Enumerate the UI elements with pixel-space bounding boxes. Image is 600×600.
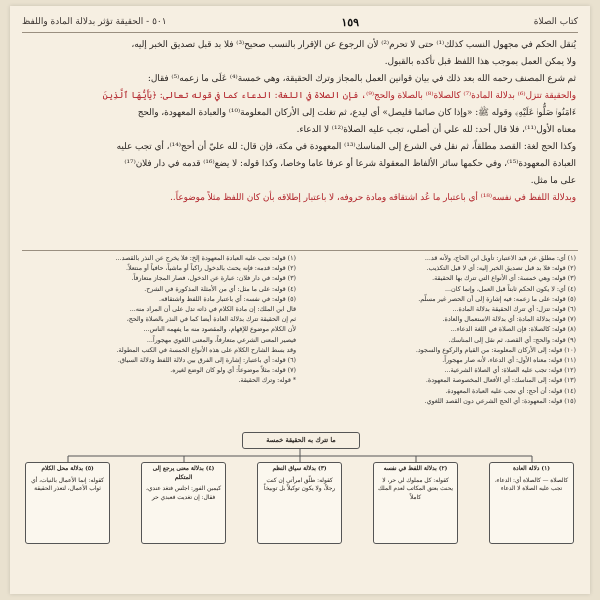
footnote: (٧) قوله: مثلاً موضوعاً: أي ولو كان الوضع لغيره. (170, 367, 296, 375)
footnote: (٦) قوله: أي باعتبار: إشارة إلى الفرق بين دلالة اللفظ ودلالة السياق. (117, 357, 296, 365)
classification-diagram (24, 432, 576, 588)
footnote: (٥) قوله: على ما زعمه: فيه إشارة إلى أن الحصر غير مسلّم. (418, 295, 576, 303)
diagram-root: ما تترك به الحقيقة خمسة (242, 432, 360, 449)
footnote: (١) أي: مطلق عن قيد الاعتبار: تأويل ابن الحاج، ولأنه قد... (424, 255, 576, 262)
footnote: (٥) قوله: في نفسه: أي باعتبار مادة اللفظ واشتقاقه. (159, 295, 296, 303)
leaf-text: كيمين الفور: اجلس فتغد عندي، فقال: إن تغديت فعبدي حر (146, 486, 221, 501)
main-line: على ما مثل. (530, 176, 576, 186)
footnote: (٤) أي: لا يكون الحكم ثابتاً قبل العمل، وإنما كان... (445, 285, 576, 293)
footnote: (١١) قوله: معناه الأول: أي الدعاء، لأنه صار مهجوراً. (442, 357, 576, 365)
main-line: والحقيقة تتزل⁽⁶⁾ بدلالة المادة⁽⁷⁾ كالصلاة⁽⁸⁾ بالصلاة والحج⁽⁹⁾، فإن الصلاة في اللغة: الدعاء كما في قوله تعالى: ﴿يَأَيُّهَا ٱلَّذِينَ (102, 91, 576, 101)
footnotes-column-right (304, 254, 576, 426)
main-line: معناه الأول⁽¹¹⁾، فلا قال أحد: لله علي أن أصلي، تجب عليه الصلاة⁽¹²⁾ لا الدعاء. (296, 125, 576, 135)
diagram-leaf (373, 462, 458, 544)
footnote: (٨) قوله: كالصلاة: فإن الصلاة في اللغة الدعاء... (450, 326, 576, 334)
footnotes (24, 254, 576, 426)
header-divider (22, 32, 578, 33)
book-page (10, 6, 590, 594)
footnote: (٧) قوله: بدلالة المادة: أي بدلالة الاستعمال والعادة. (442, 316, 576, 324)
footnote: (١٢) قوله: تجب عليه الصلاة: أي الصلاة الشرعية... (444, 367, 576, 375)
leaf-text: كقوله: إنما الأعمال بالنيات، أي ثواب الأعمال، لتعذر الحقيقة (31, 477, 104, 492)
main-text (24, 38, 576, 208)
diagram-leaf (489, 462, 574, 544)
footnote: (٢) قوله: فلا بد قبل تصديق الخبر إليه: أي لا قبل التكذيب. (426, 265, 576, 273)
leaf-text: كالصلاة — كالصلاة أي: الدعاء، تجب عليه الصلاة لا الدعاء (494, 477, 569, 492)
main-line: العبادة المعهودة⁽¹⁵⁾، وفي حكمها سائر الألفاظ المعقولة شرعا أو عرفا عاما وخاصا، وكذا قوله: لا يضع⁽¹⁶⁾ قدمه في دار فلان⁽¹⁷⁾ (124, 159, 576, 169)
footnote: قال ابن الملك: إن مادة الكلام في ذاته تدل على أن المراد منه... (129, 306, 296, 314)
footnote: (٩) قوله: والحج: أي القصد، ثم نقل إلى المناسك. (448, 336, 576, 344)
footnote: (٣) قوله: في دار فلان: عبارة عن الدخول، فصار المجاز متعارفاً. (131, 275, 296, 283)
footnote: (١٣) قوله: إلى المناسك: أي الأفعال المخصوصة المعهودة. (425, 377, 576, 385)
diagram-leaf (141, 462, 226, 544)
leaf-title: (٥) بدلالة محل الكلام (41, 466, 94, 472)
footnote: لأن الكلام موضوع للإفهام، والمقصود منه ما يفهمه الناس... (143, 326, 296, 334)
footnote: (١٤) قوله: أن أحج: أي تجب عليه العبادة المعهودة. (445, 387, 576, 395)
diagram-leaf (257, 462, 342, 544)
diagram-leaf (25, 462, 110, 544)
footnote: وقد بسط الشارح الكلام على هذه الأنواع الخمسة في الكتب المطولة. (116, 346, 296, 354)
main-line: يُنقل الحكم في مجهول النسب كذلك⁽¹⁾ حتى لا تحرم⁽²⁾ لأن الرجوع عن الإقرار بالنسب صحيح⁽³⁾ فلا بد قبل تصديق الخبر إليه، (131, 40, 576, 50)
footnote: (٣) قوله: وهي خمسة: أي الأنواع التي تترك بها الحقيقة. (432, 275, 576, 283)
footnote: (١٠) قوله: إلى الأركان المعلومة: من القيام والركوع والسجود. (415, 346, 576, 354)
leaf-title: (٢) بدلالة اللفظ في نفسه (383, 466, 448, 472)
header-chapter-title: كتاب الصلاة (533, 17, 578, 27)
header-section-title: ٥٠١ - الحقيقة تؤثر بدلالة المادة واللفظ (22, 17, 167, 27)
main-line: ثم شرع المصنف رحمه الله بعد ذلك في بيان قوانين العمل بالمجاز وترك الحقيقة، وهي خمسة⁽⁴⁾ عَلَى ما زعمه⁽⁵⁾ فقال: (147, 74, 576, 84)
footnote: (١٥) قوله: المعهودة: أي الحج الشرعي دون القصد اللغوي. (424, 397, 576, 405)
footnote: ثم إن الحقيقة تترك بدلالة العادة أيضا كما في النذر بالصلاة والحج، (126, 316, 296, 324)
main-line: وكذا الحج لغة: القصد مطلقاً، ثم نقل في الشرع إلى المناسك⁽¹³⁾ المعهودة في مكة، فإن قال: لله عليّ أن أحج⁽¹⁴⁾، أي تجب عليه (116, 142, 576, 152)
page-number: ١٥٩ (341, 15, 360, 29)
footnote: (٦) قوله: تتزل: أي تترك الحقيقة بدلالة المادة... (452, 306, 576, 314)
footnote: فيصير المعنى الشرعي متعارفاً، والمعنى اللغوي مهجوراً... (146, 336, 296, 344)
leaf-text: كقوله: طلّق امرأتي إن كنت رجلاً، ولا يكون توكيلاً بل توبيخاً (263, 477, 336, 492)
page-header (22, 14, 578, 30)
footnotes-column-left (24, 254, 296, 426)
footnote: (٢) قوله: قدمه: فإنه يحنث بالدخول راكباً أو ماشياً، حافياً أو منتعلاً. (126, 265, 296, 273)
main-line: ءَامَنُوا۟ صَلُّوا۟ عَلَيْهِ﴾ وقوله ﷺ: «وإذا كان صائما فليصل» أي ليدع، ثم تغلت إلى الأركان المعلومة⁽¹⁰⁾ والعبادة المعهودة، والحج (137, 108, 576, 118)
footnote: (١) قوله: تجب عليه العبادة المعهودة إلخ: فلا يخرج عن النذر بالقصد... (115, 255, 296, 262)
leaf-title: (١) دلالة العادة (513, 466, 550, 472)
footnote: * قوله: وترك الحقيقة. (238, 377, 296, 385)
leaf-title: (٣) بدلالة سياق النظم (272, 466, 327, 472)
footnote: (٤) قوله: على ما مثل: أي من الأمثلة المذكورة في الشرح. (144, 285, 296, 293)
leaf-text: كقوله: كل مملوك لي حر، لا يحنث بعتق المكاتب لعدم الملك كاملاً (378, 477, 453, 501)
notes-divider (22, 250, 578, 251)
main-line: وبدلالة اللفظ في نفسه⁽¹⁸⁾ أي باعتبار ما عُد اشتقاقه ومادة حروفه، لا باعتبار إطلاقه بأن كان اللفظ مثلاً موضوعاً.. (170, 193, 576, 203)
main-line: ولا يمكن العمل بموجب هذا اللفظ قبل تأكده بالقبول. (384, 57, 576, 67)
leaf-title: (٤) بدلالة معنى يرجع إلى المتكلم (152, 466, 215, 481)
